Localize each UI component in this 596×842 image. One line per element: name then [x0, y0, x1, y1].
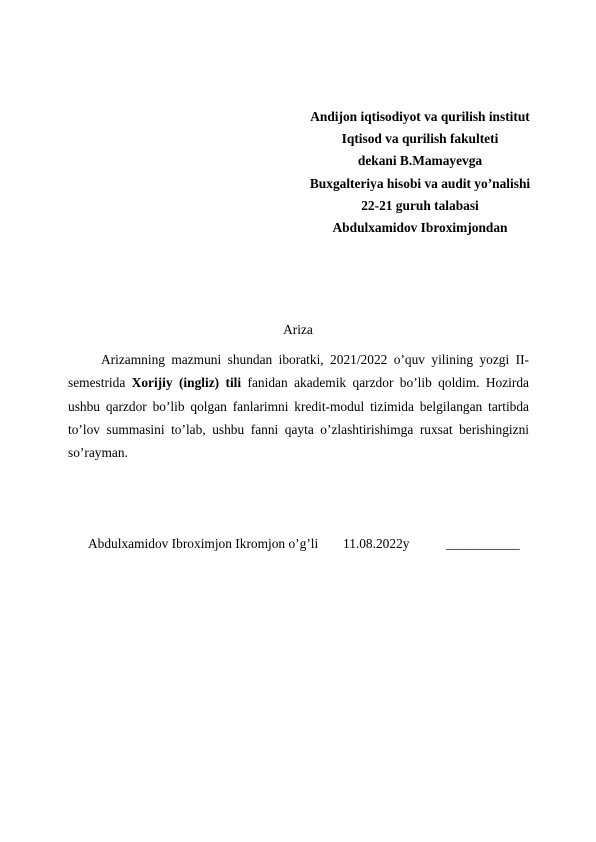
signature-line: ___________ [446, 536, 520, 551]
institute-line: Andijon iqtisodiyot va qurilish institut [310, 109, 530, 124]
signature-date: 11.08.2022y [343, 536, 410, 551]
subject-name: Xorijiy (ingliz) tili [131, 375, 242, 391]
signer-name: Abdulxamidov Ibroximjon Ikromjon o’g’li [88, 536, 319, 551]
addressee-block [292, 106, 548, 239]
body-text-part-2: fanidan akademik qarzdor bo’lib qoldim. Hozirda ushbu qarzdor bo’lib qolgan fanlarimni kredit-modul tizimida belgilangan tartibda to’lov summasini to’lab, ushbu fanni qayta o’zlashtirishimga ruxsat berishingizni so’rayman. [68, 375, 529, 461]
sender-line: Abdulxamidov Ibroximjondan [332, 220, 508, 236]
faculty-line: Iqtisod va qurilish fakulteti [341, 131, 499, 147]
group-line: 22-21 guruh talabasi [361, 197, 479, 213]
dean-line: dekani B.Mamayevga [357, 153, 483, 169]
application-body [68, 348, 529, 464]
document-title: Ariza [283, 322, 313, 337]
body-text-part-1: Arizamning mazmuni shundan iboratki, 2021/2022 o’quv yilining yozgi II-semestrida [68, 352, 529, 391]
major-line: Buxgalteriya hisobi va audit yo’nalishi [309, 175, 531, 191]
signature-row [88, 535, 538, 553]
